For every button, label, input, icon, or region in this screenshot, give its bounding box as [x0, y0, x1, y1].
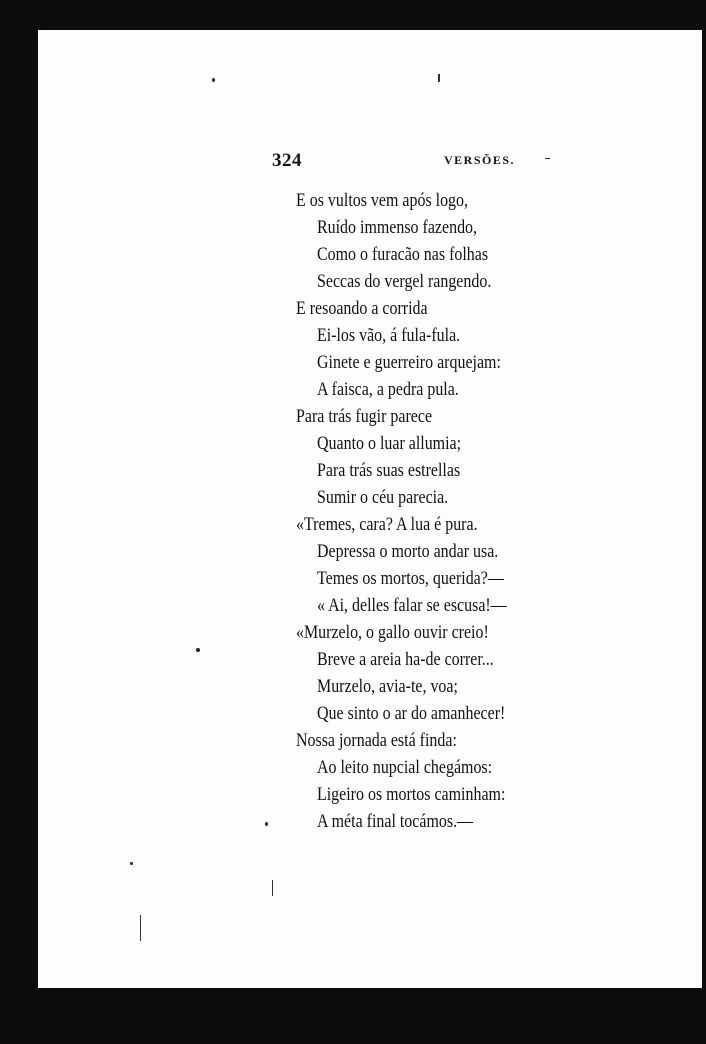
poem-line: E os vultos vem após logo,: [296, 190, 469, 211]
poem-line: Seccas do vergel rangendo.: [317, 271, 492, 292]
poem-line: E resoando a corrida: [296, 298, 428, 319]
poem-line: « Ai, delles falar se escusa!—: [317, 595, 507, 616]
page-number: 324: [272, 150, 302, 171]
running-head: VERSÕES.: [444, 153, 516, 167]
poem-line: Breve a areia ha-de correr...: [317, 649, 494, 670]
poem-line: A faisca, a pedra pula.: [317, 379, 459, 400]
poem-line: Temes os mortos, querida?—: [317, 568, 504, 589]
poem-line: Para trás suas estrellas: [317, 460, 461, 481]
poem-line: Sumir o céu parecia.: [317, 487, 449, 508]
poem-line: Depressa o morto andar usa.: [317, 541, 499, 562]
poem-line: Nossa jornada está finda:: [296, 730, 457, 751]
poem-line: Ao leito nupcial chegámos:: [317, 757, 493, 778]
poem-line: A méta final tocámos.—: [317, 811, 474, 832]
poem-line: Ligeiro os mortos caminham:: [317, 784, 506, 805]
poem-line: Murzelo, avia-te, voa;: [317, 676, 458, 697]
poem-line: Quanto o luar allumia;: [317, 433, 462, 454]
poem-line: Ginete e guerreiro arquejam:: [317, 352, 501, 373]
poem-line: Para trás fugir parece: [296, 406, 433, 427]
poem-line: Ruído immenso fazendo,: [317, 217, 478, 238]
poem-line: «Tremes, cara? A lua é pura.: [296, 514, 478, 535]
poem-line: «Murzelo, o gallo ouvir creio!: [296, 622, 489, 643]
poem-line: Que sinto o ar do amanhecer!: [317, 703, 506, 724]
poem-line: Ei-los vão, á fula-fula.: [317, 325, 461, 346]
poem-line: Como o furacão nas folhas: [317, 244, 489, 265]
